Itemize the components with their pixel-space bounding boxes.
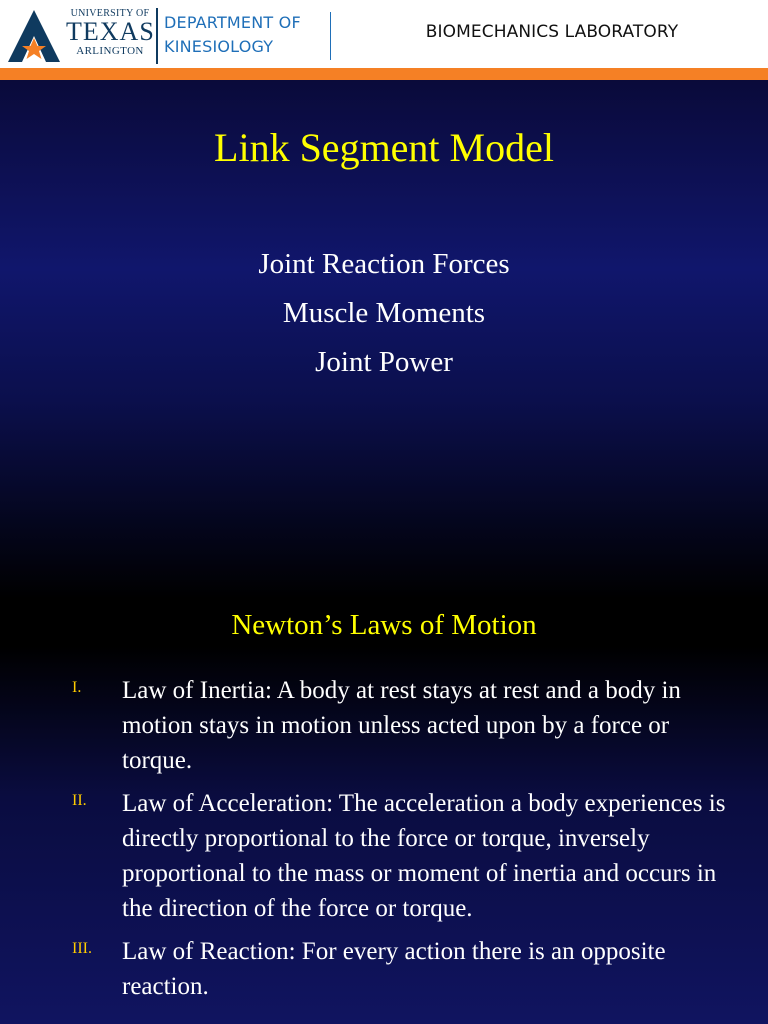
department-name (164, 11, 301, 59)
logo-divider (156, 8, 158, 64)
texas-label: TEXAS (66, 17, 155, 46)
university-label: UNIVERSITY OF (70, 8, 150, 19)
department-line-1: DEPARTMENT OF (164, 13, 301, 32)
section-heading: Newton’s Laws of Motion (231, 609, 537, 641)
uta-star-a-icon (6, 8, 62, 64)
slide-body (0, 80, 768, 1024)
list-item-text: Law of Inertia: A body at rest stays at rest and a body in motion stays in motion unless acted upon by a force or torque. (122, 677, 681, 774)
topic-item: Joint Power (315, 346, 453, 378)
topic-item: Joint Reaction Forces (258, 248, 510, 280)
uta-wordmark (66, 8, 154, 64)
list-numeral: I. (72, 679, 82, 696)
list-item (0, 934, 768, 1004)
department-divider (330, 12, 331, 60)
department-line-2: KINESIOLOGY (164, 37, 274, 56)
lab-name: BIOMECHANICS LABORATORY (425, 22, 679, 42)
orange-rule (0, 68, 768, 80)
list-item-text: Law of Reaction: For every action there is an opposite reaction. (122, 938, 666, 1000)
arlington-label: ARLINGTON (76, 45, 144, 57)
list-item (0, 786, 768, 926)
list-numeral: II. (72, 792, 87, 809)
topic-list (0, 240, 768, 387)
slide-title: Link Segment Model (214, 125, 554, 170)
list-item-text: Law of Acceleration: The acceleration a body experiences is directly proportional to the force or torque, inversely proportional to the mass or moment of inertia and occurs in the direction of the force or torque. (122, 790, 726, 922)
list-numeral: III. (72, 940, 92, 957)
laws-list (0, 673, 768, 1012)
header-banner (0, 0, 768, 68)
topic-item: Muscle Moments (282, 297, 486, 329)
list-item (0, 673, 768, 778)
